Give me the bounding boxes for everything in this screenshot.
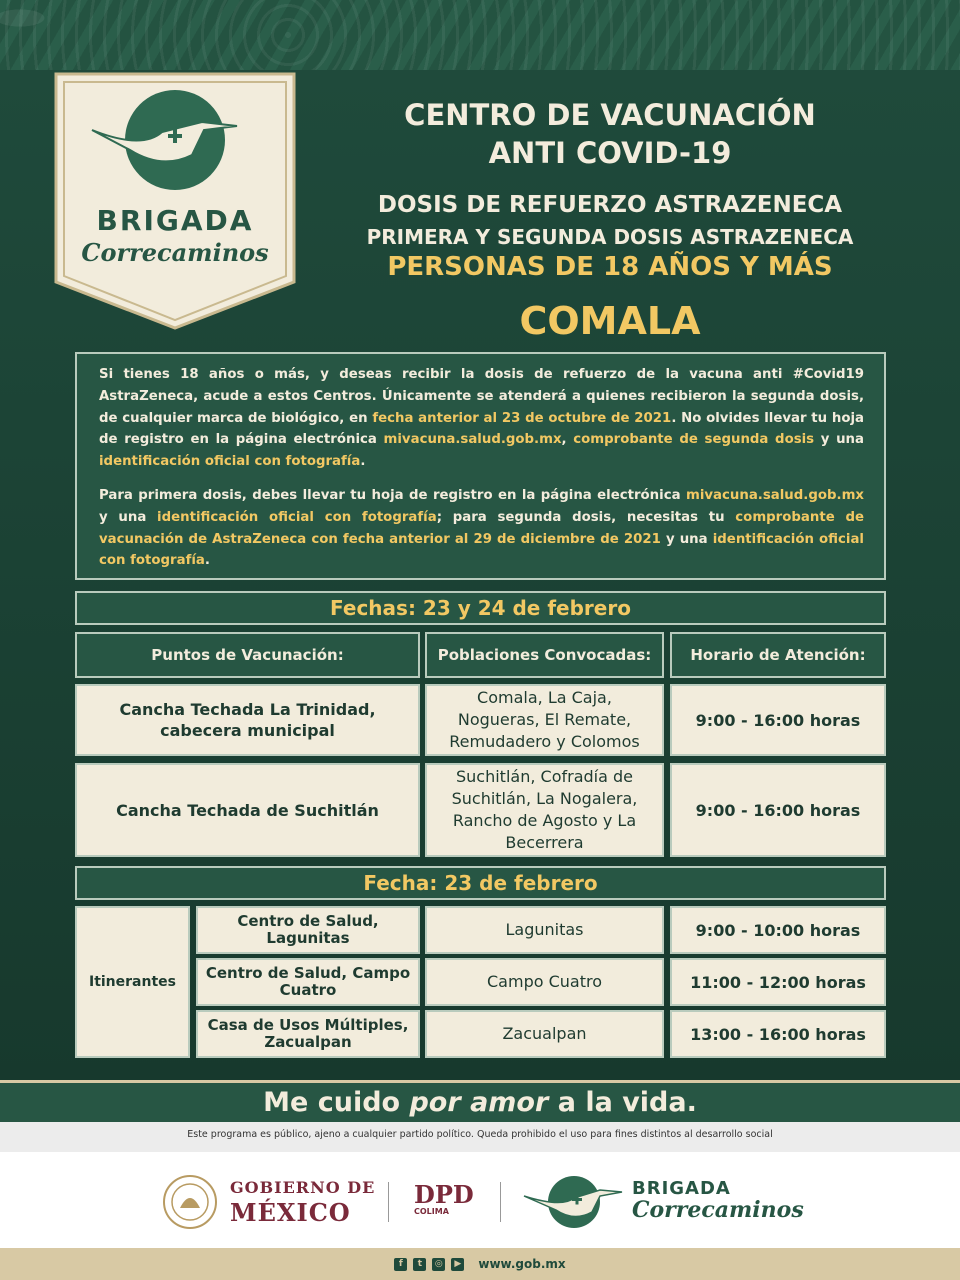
slogan-bar [0, 1080, 960, 1122]
info-text: y una [660, 531, 713, 547]
info-link: mivacuna.salud.gob.mx [685, 487, 864, 503]
info-text: . No olvides llevar tu hoja de registro en la página electrónica [99, 410, 864, 448]
itinerant-time: 13:00 - 16:00 horas [670, 1010, 886, 1058]
section-dates-1-title: Fechas: 23 y 24 de febrero [75, 591, 886, 625]
title-block [320, 96, 900, 172]
logo-divider [500, 1182, 501, 1222]
itinerant-time: 9:00 - 10:00 horas [670, 906, 886, 954]
info-highlight: identificación oficial con fotografía [157, 509, 437, 525]
table-row-time: 9:00 - 16:00 horas [670, 763, 886, 857]
info-box [75, 352, 886, 580]
subtitle-age: PERSONAS DE 18 AÑOS Y MÁS [387, 252, 833, 282]
legal-disclaimer: Este programa es público, ajeno a cualquier partido político. Queda prohibido el uso para fines distintos al desarrollo social [0, 1122, 960, 1152]
info-paragraph-1 [99, 364, 864, 473]
itinerant-place: Casa de Usos Múltiples, Zacualpan [196, 1010, 420, 1058]
info-text: ; para segunda dosis, necesitas tu [436, 509, 736, 525]
badge-brand: BRIGADA [96, 204, 254, 237]
info-text: . [204, 553, 210, 569]
info-paragraph-2 [99, 485, 864, 572]
subtitle-refuerzo: DOSIS DE REFUERZO ASTRAZENECA [377, 192, 843, 218]
footer-bar [0, 1248, 960, 1280]
info-text: . [360, 454, 366, 470]
info-link: mivacuna.salud.gob.mx [383, 432, 562, 448]
brigada-shield-badge [52, 70, 298, 332]
info-highlight: comprobante de segunda dosis [573, 432, 815, 448]
facebook-icon[interactable]: f [394, 1258, 407, 1271]
table-row-population: Suchitlán, Cofradía de Suchitlán, La Nogalera, Rancho de Agosto y La Becerrera [425, 763, 664, 857]
slogan-emphasis: por amor [409, 1087, 549, 1118]
gobierno-logo-line2: MÉXICO [230, 1198, 351, 1227]
table-row-time: 9:00 - 16:00 horas [670, 684, 886, 756]
slogan-text: Me cuido [263, 1087, 410, 1118]
info-text: y una [814, 432, 864, 448]
brigada-bird-icon [522, 1170, 626, 1232]
instagram-icon[interactable]: ◎ [432, 1258, 445, 1271]
column-header-schedule: Horario de Atención: [670, 632, 886, 678]
itinerant-place: Centro de Salud, Campo Cuatro [196, 958, 420, 1006]
info-highlight: fecha anterior al 23 de octubre de 2021 [372, 410, 672, 426]
title-line-2: ANTI COVID-19 [488, 136, 732, 170]
info-highlight: comprobante de vacunación de AstraZeneca con fecha anterior al 29 de diciembre de 2021 [99, 509, 864, 547]
dpd-logo-sub: COLIMA [414, 1207, 449, 1216]
brigada-logo-line1: BRIGADA [632, 1178, 731, 1199]
table-row-place: Cancha Techada La Trinidad, cabecera municipal [75, 684, 420, 756]
logos-strip [0, 1152, 960, 1248]
table-row-place: Cancha Techada de Suchitlán [75, 763, 420, 857]
twitter-icon[interactable]: t [413, 1258, 426, 1271]
itinerant-population: Zacualpan [425, 1010, 664, 1058]
mexico-seal-icon [160, 1174, 220, 1230]
itinerant-population: Lagunitas [425, 906, 664, 954]
youtube-icon[interactable]: ▶ [451, 1258, 464, 1271]
ornamental-header-band [0, 0, 960, 70]
info-highlight: identificación oficial con fotografía [99, 531, 864, 569]
info-text: Para primera dosis, debes llevar tu hoja de registro en la página electrónica [99, 487, 686, 503]
title-line-1: CENTRO DE VACUNACIÓN [404, 98, 816, 132]
logo-divider [388, 1182, 389, 1222]
slogan-text: a la vida. [548, 1087, 697, 1118]
column-header-places: Puntos de Vacunación: [75, 632, 420, 678]
subtitle-primera-segunda: PRIMERA Y SEGUNDA DOSIS ASTRAZENECA [366, 225, 854, 249]
info-text: y una [99, 509, 158, 525]
footer-url-link[interactable]: www.gob.mx [478, 1257, 566, 1271]
dpd-logo: DPD [414, 1180, 474, 1209]
municipality-title: COMALA [519, 299, 701, 343]
shield-shape-icon [52, 70, 298, 332]
badge-subbrand: Correcaminos [81, 238, 269, 267]
brigada-logo-line2: Correcaminos [632, 1197, 804, 1223]
itinerant-group-label: Itinerantes [75, 906, 190, 1058]
table-row-population: Comala, La Caja, Nogueras, El Remate, Remudadero y Colomos [425, 684, 664, 756]
gobierno-logo-line1: GOBIERNO DE [230, 1178, 376, 1197]
info-text: Si tienes 18 años o más, y deseas recibir la dosis de refuerzo de la vacuna anti #Covid19 AstraZeneca, acude a estos Centros. Únicamente se atenderá a quienes recibieron la segunda dosis, de cualquier marca de biológico, en [99, 367, 864, 426]
itinerant-place: Centro de Salud, Lagunitas [196, 906, 420, 954]
info-text: , [561, 432, 574, 448]
section-dates-2-title: Fecha: 23 de febrero [75, 866, 886, 900]
itinerant-time: 11:00 - 12:00 horas [670, 958, 886, 1006]
column-header-populations: Poblaciones Convocadas: [425, 632, 664, 678]
itinerant-population: Campo Cuatro [425, 958, 664, 1006]
info-highlight: identificación oficial con fotografía [99, 454, 361, 470]
